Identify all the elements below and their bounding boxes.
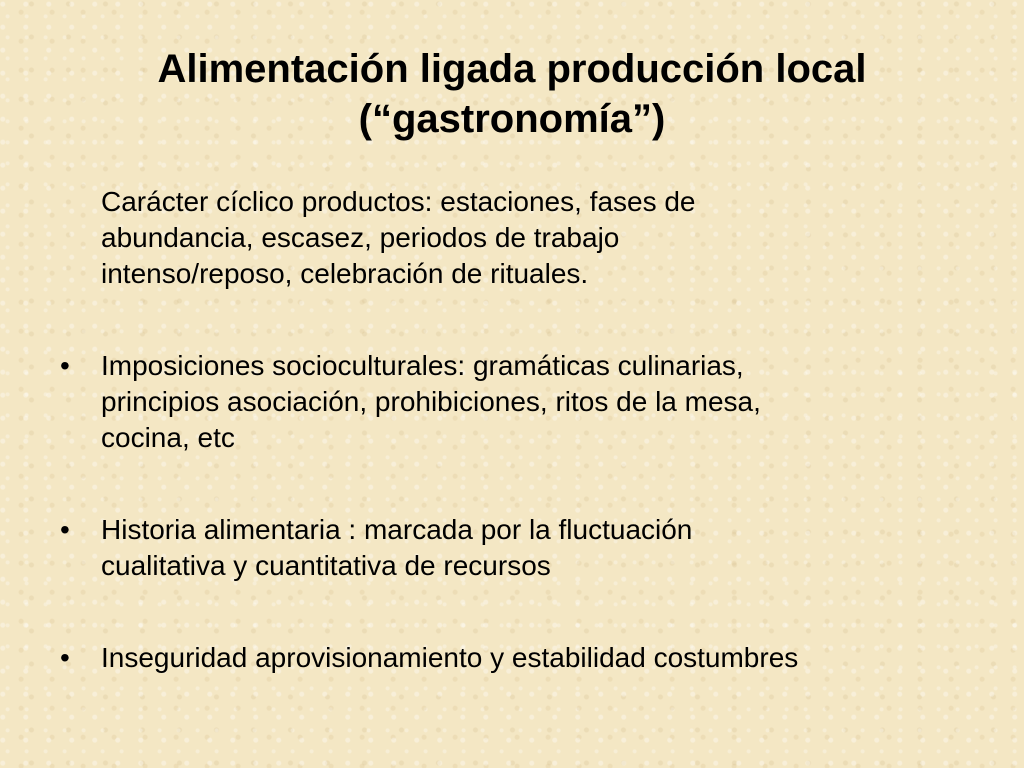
text-line: cualitativa y cuantitativa de recursos bbox=[101, 550, 551, 581]
bullet-marker: • bbox=[60, 642, 70, 673]
text-line: principios asociación, prohibiciones, ritos de la mesa, bbox=[101, 386, 761, 417]
bullet-marker: • bbox=[60, 514, 70, 545]
slide-title-line: (“gastronomía”) bbox=[358, 97, 666, 141]
bullet-item bbox=[101, 640, 981, 676]
bullet-marker: • bbox=[60, 350, 70, 381]
intro-paragraph bbox=[101, 184, 981, 292]
text-line: intenso/reposo, celebración de rituales. bbox=[101, 258, 589, 289]
bullet-item bbox=[101, 348, 981, 456]
text-line: Imposiciones socioculturales: gramáticas culinarias, bbox=[101, 350, 744, 381]
text-line: Carácter cíclico productos: estaciones, fases de bbox=[101, 186, 696, 217]
bullet-item bbox=[101, 512, 981, 584]
text-line: abundancia, escasez, periodos de trabajo bbox=[101, 222, 620, 253]
slide-title bbox=[60, 44, 964, 144]
slide-title-line: Alimentación ligada producción local bbox=[157, 47, 867, 91]
text-line: cocina, etc bbox=[101, 422, 235, 453]
text-line: Inseguridad aprovisionamiento y estabilidad costumbres bbox=[101, 642, 799, 673]
text-line: Historia alimentaria : marcada por la fluctuación bbox=[101, 514, 693, 545]
